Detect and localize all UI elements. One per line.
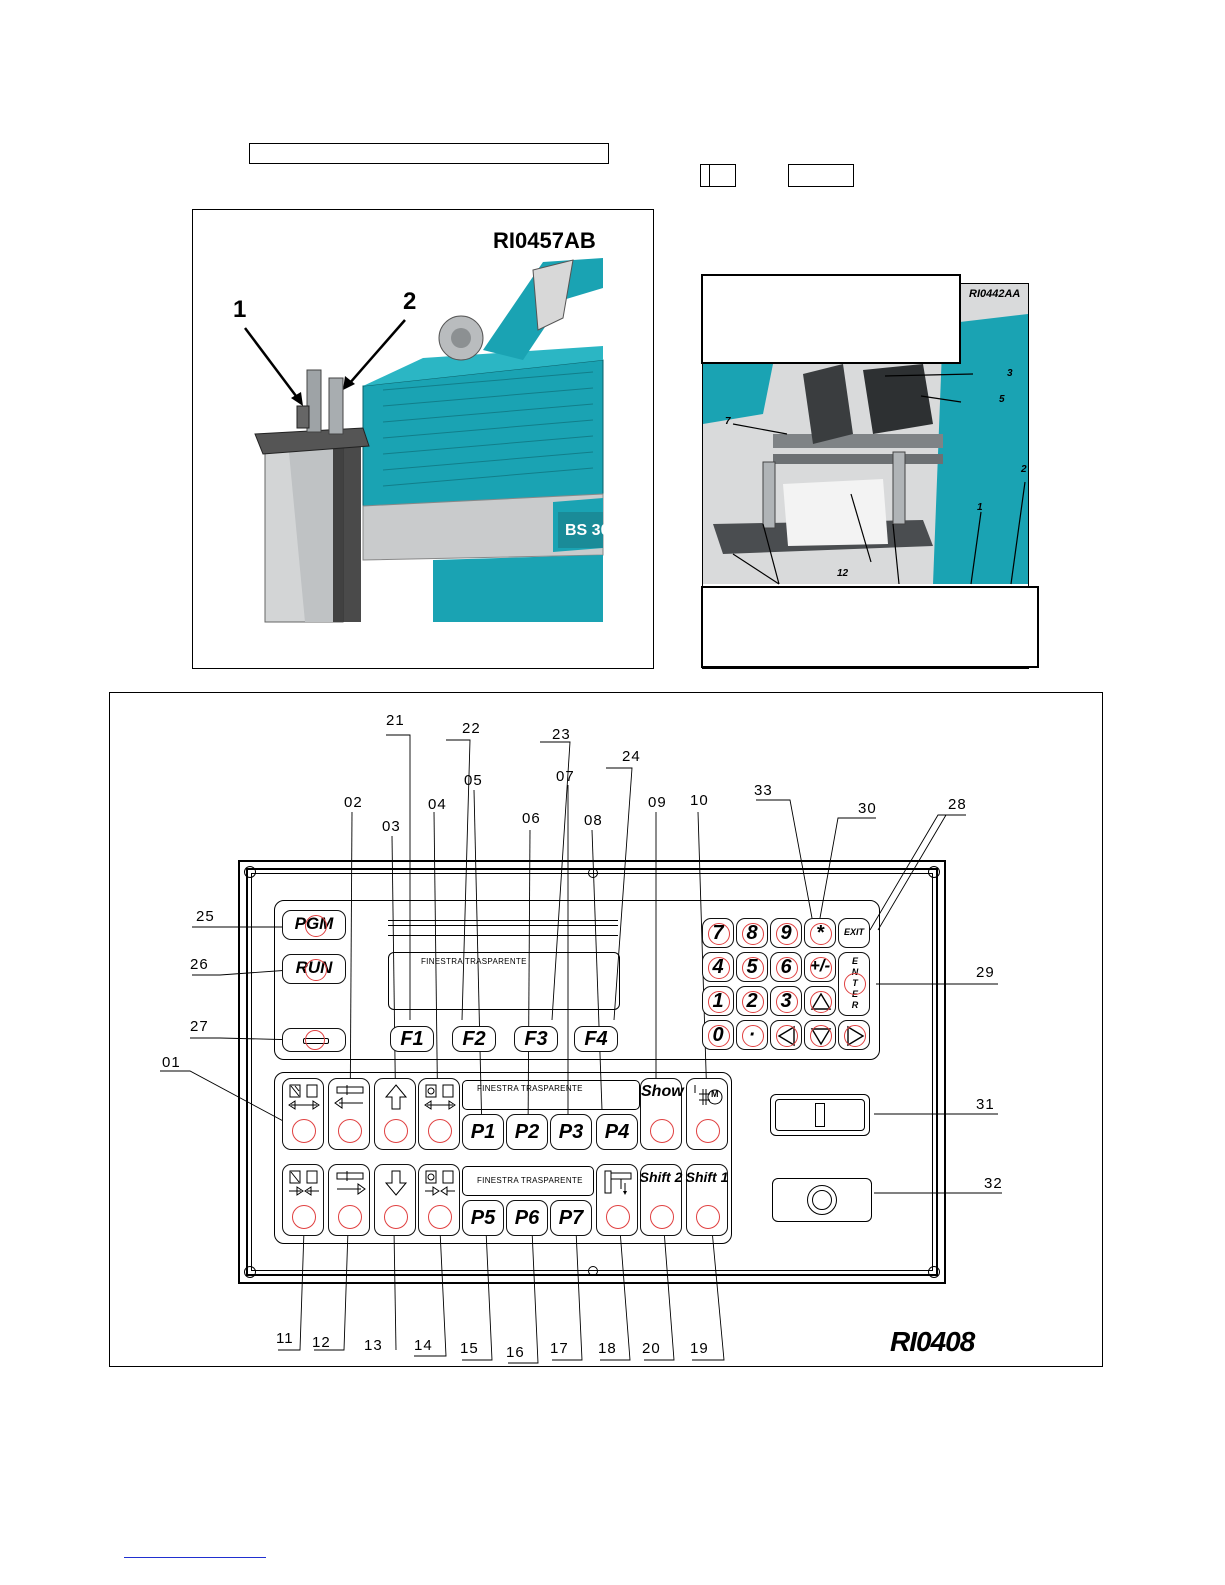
shift1-key[interactable] — [686, 1164, 728, 1236]
key-decimal[interactable]: · — [736, 1020, 768, 1050]
coolant-icon — [601, 1169, 635, 1197]
callout-14: 14 — [414, 1337, 433, 1354]
arrow-left-key[interactable] — [770, 1020, 802, 1050]
f2-key-label: F2 — [462, 1028, 486, 1050]
pgm-key[interactable] — [282, 910, 346, 940]
feed-forward-icon — [333, 1169, 367, 1197]
figure-right-callout-1: 1 — [977, 502, 983, 513]
figure-right-callout-12: 12 — [837, 568, 849, 579]
f2-key[interactable] — [452, 1026, 496, 1052]
callout-13: 13 — [364, 1337, 383, 1354]
callout-31: 31 — [976, 1096, 995, 1113]
key-5[interactable]: 5 — [736, 952, 768, 982]
p3-key[interactable]: P3 — [550, 1114, 592, 1150]
callout-33: 33 — [754, 782, 773, 799]
callout-29: 29 — [976, 964, 995, 981]
display-top-lines — [388, 920, 618, 936]
p4-key[interactable]: P4 — [596, 1114, 638, 1150]
arrow-down-key[interactable] — [804, 1020, 836, 1050]
f1-key[interactable] — [390, 1026, 434, 1052]
shift1-key-label: Shift 1 — [685, 1169, 729, 1185]
shift2-key[interactable] — [640, 1164, 682, 1236]
callout-26: 26 — [190, 956, 209, 973]
p6-key[interactable]: P6 — [506, 1200, 548, 1236]
main-display-label: FINESTRA TRASPARENTE — [421, 957, 527, 966]
pgm-key-label: PGM — [294, 914, 334, 933]
callout-09: 09 — [648, 794, 667, 811]
key-12[interactable] — [328, 1164, 370, 1236]
vise-open-icon — [287, 1083, 321, 1111]
f3-key-label: F3 — [524, 1028, 548, 1050]
callout-06: 06 — [522, 810, 541, 827]
key-01[interactable] — [282, 1078, 324, 1150]
f1-key-label: F1 — [400, 1028, 424, 1050]
key-plus-minus[interactable]: +/- — [804, 952, 836, 982]
show-key[interactable] — [640, 1078, 682, 1150]
selector-switch[interactable] — [770, 1094, 870, 1136]
arrow-up-icon — [810, 991, 832, 1013]
enter-key-label: E N T E R — [851, 956, 859, 1010]
emergency-button-icon — [807, 1185, 837, 1215]
feed-vise-close-icon — [423, 1169, 457, 1197]
vise-close-icon — [287, 1169, 321, 1197]
program-display-1-label: FINESTRA TRASPARENTE — [477, 1084, 583, 1093]
run-key-label: RUN — [295, 958, 333, 977]
callout-08: 08 — [584, 812, 603, 829]
enter-key[interactable] — [838, 952, 870, 1016]
key-14[interactable] — [418, 1164, 460, 1236]
figure-left-machine-label: BS 30 — [565, 522, 610, 539]
figure-right-callout-3: 3 — [1007, 368, 1013, 379]
show-key-label: Show — [641, 1083, 684, 1100]
main-display-window — [388, 952, 620, 1010]
key-9[interactable]: 9 — [770, 918, 802, 948]
callout-16: 16 — [506, 1344, 525, 1361]
key-2[interactable]: 2 — [736, 986, 768, 1016]
figure-right-code: RI0442AA — [969, 288, 1021, 300]
key-13[interactable] — [374, 1164, 416, 1236]
feed-back-icon — [333, 1083, 367, 1111]
figure-left-callout-1: 1 — [233, 296, 247, 323]
selector-knob-icon — [815, 1103, 825, 1127]
head-down-icon — [379, 1169, 413, 1197]
callout-10: 10 — [690, 792, 709, 809]
f4-key[interactable] — [574, 1026, 618, 1052]
callout-15: 15 — [460, 1340, 479, 1357]
panel-code: RI0408 — [890, 1326, 975, 1357]
callout-20: 20 — [642, 1340, 661, 1357]
callout-11: 11 — [276, 1330, 294, 1347]
exit-key[interactable] — [838, 918, 870, 948]
f3-key[interactable] — [514, 1026, 558, 1052]
feed-vise-open-icon — [423, 1083, 457, 1111]
run-key[interactable] — [282, 954, 346, 984]
key-02[interactable] — [328, 1078, 370, 1150]
key-1[interactable]: 1 — [702, 986, 734, 1016]
key-11[interactable] — [282, 1164, 324, 1236]
f4-key-label: F4 — [584, 1028, 608, 1050]
callout-17: 17 — [550, 1340, 569, 1357]
footer-link[interactable] — [124, 1557, 266, 1558]
program-display-2-label: FINESTRA TRASPARENTE — [477, 1176, 583, 1185]
callout-03: 03 — [382, 818, 401, 835]
program-display-window-2 — [462, 1166, 594, 1196]
p7-key[interactable]: P7 — [550, 1200, 592, 1236]
figure-right-callout-7: 7 — [725, 416, 731, 427]
callout-24: 24 — [622, 748, 641, 765]
arrow-right-key[interactable] — [838, 1020, 870, 1050]
program-display-window-1 — [462, 1080, 640, 1110]
motor-label: M — [711, 1089, 719, 1099]
arrow-left-icon — [776, 1025, 798, 1047]
callout-04: 04 — [428, 796, 447, 813]
callout-23: 23 — [552, 726, 571, 743]
p1-key[interactable]: P1 — [462, 1114, 504, 1150]
motor-icon — [691, 1083, 725, 1111]
callout-22: 22 — [462, 720, 481, 737]
callout-18: 18 — [598, 1340, 617, 1357]
key-8[interactable]: 8 — [736, 918, 768, 948]
exit-key-label: EXIT — [843, 927, 864, 937]
key-3[interactable]: 3 — [770, 986, 802, 1016]
figure-right-callout-5: 5 — [999, 394, 1005, 405]
figure-left-callout-2: 2 — [403, 288, 417, 315]
key-0[interactable]: 0 — [702, 1020, 734, 1050]
callout-05: 05 — [464, 772, 483, 789]
emergency-button[interactable] — [772, 1178, 872, 1222]
arrow-right-icon — [844, 1025, 866, 1047]
numeric-keypad — [700, 914, 878, 1058]
key-04[interactable] — [418, 1078, 460, 1150]
head-up-icon — [379, 1083, 413, 1111]
callout-02: 02 — [344, 794, 363, 811]
callout-01: 01 — [162, 1054, 181, 1071]
callout-30: 30 — [858, 800, 877, 817]
callout-12: 12 — [312, 1334, 331, 1351]
callout-27: 27 — [190, 1018, 209, 1035]
key-10[interactable] — [686, 1078, 728, 1150]
callout-25: 25 — [196, 908, 215, 925]
callout-07: 07 — [556, 768, 575, 785]
p2-key[interactable]: P2 — [506, 1114, 548, 1150]
key-asterisk[interactable]: * — [804, 918, 836, 948]
key-6[interactable]: 6 — [770, 952, 802, 982]
shift2-key-label: Shift 2 — [639, 1169, 683, 1185]
key-27[interactable] — [282, 1028, 346, 1052]
callout-28: 28 — [948, 796, 967, 813]
arrow-up-key[interactable] — [804, 986, 836, 1016]
arrow-down-icon — [810, 1025, 832, 1047]
key-4[interactable]: 4 — [702, 952, 734, 982]
p5-key[interactable]: P5 — [462, 1200, 504, 1236]
callout-32: 32 — [984, 1175, 1003, 1192]
callout-21: 21 — [386, 712, 405, 729]
figure-right-callout-2: 2 — [1021, 464, 1027, 475]
key-03[interactable] — [374, 1078, 416, 1150]
callout-19: 19 — [690, 1340, 709, 1357]
key-7[interactable]: 7 — [702, 918, 734, 948]
figure-left-code: RI0457AB — [493, 228, 596, 253]
key-18[interactable] — [596, 1164, 638, 1236]
